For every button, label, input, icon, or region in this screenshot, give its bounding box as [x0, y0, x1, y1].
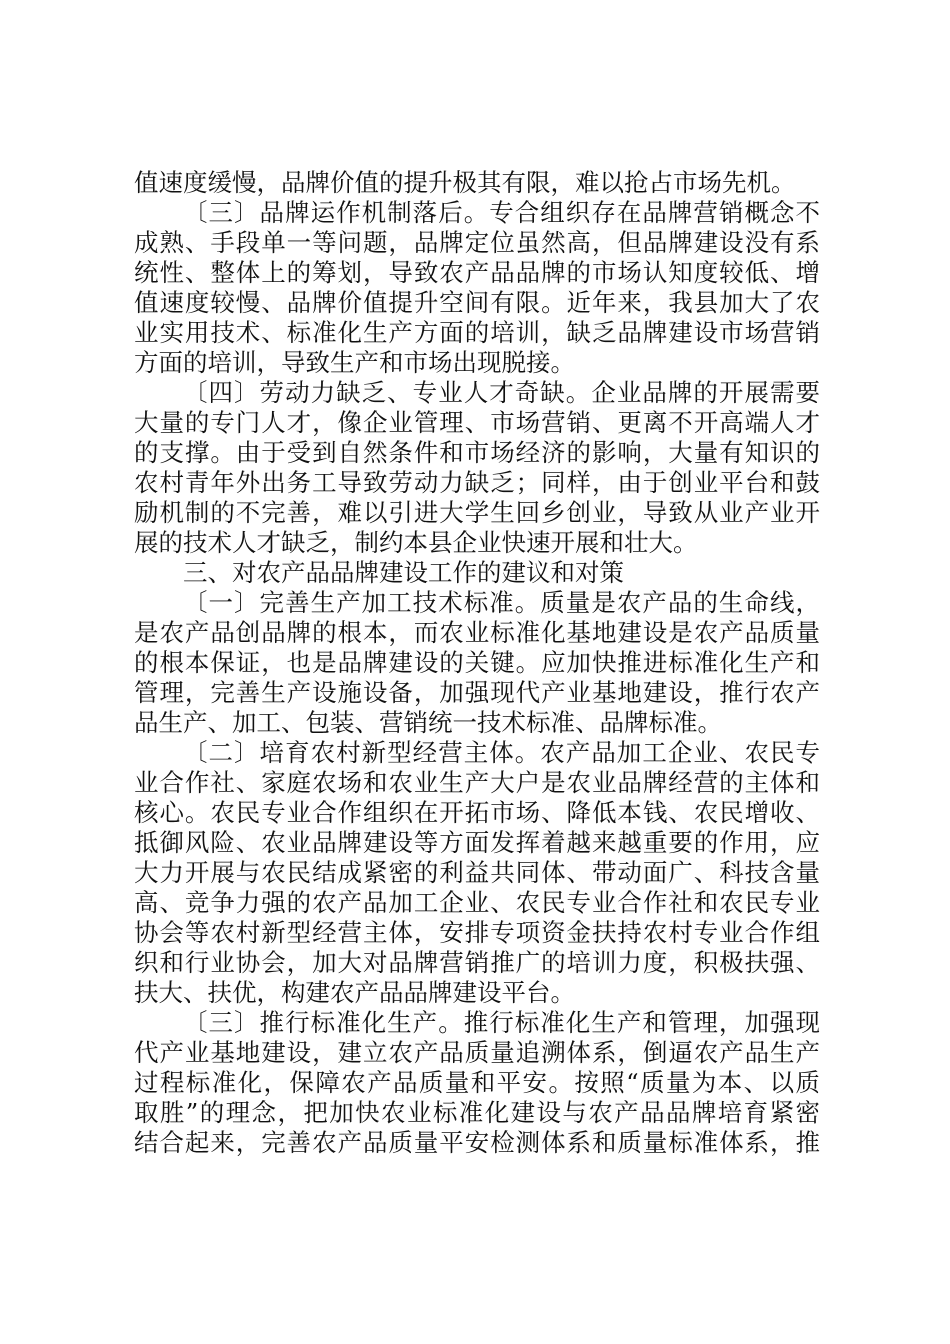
text-line: 核心。农民专业合作组织在开拓市场、降低本钱、农民增收、	[134, 798, 820, 827]
text-line: 农村青年外出务工导致劳动力缺乏；同样，由于创业平台和鼓	[134, 468, 820, 497]
text-line: 的支撑。由于受到自然条件和市场经济的影响，大量有知识的	[134, 438, 820, 467]
text-line: 方面的培训，导致生产和市场出现脱接。	[134, 348, 575, 377]
text-line: 〔二〕培育农村新型经营主体。农产品加工企业、农民专	[183, 738, 820, 767]
text-line: 〔四〕劳动力缺乏、专业人才奇缺。企业品牌的开展需要	[183, 378, 820, 407]
text-line: 代产业基地建设，建立农产品质量追溯体系，倒逼农产品生产	[134, 1038, 820, 1067]
paragraph	[134, 588, 820, 738]
text-line: 展的技术人才缺乏，制约本县企业快速开展和壮大。	[134, 528, 698, 557]
paragraph	[134, 1008, 820, 1158]
text-line: 成熟、手段单一等问题，品牌定位虽然高，但品牌建设没有系	[134, 228, 820, 257]
text-line: 统性、整体上的筹划，导致农产品品牌的市场认知度较低、增	[134, 258, 820, 287]
paragraph	[134, 738, 820, 1008]
text-line: 的根本保证，也是品牌建设的关键。应加快推进标准化生产和	[134, 648, 820, 677]
text-line: 励机制的不完善，难以引进大学生回乡创业，导致从业产业开	[134, 498, 820, 527]
text-line: 织和行业协会，加大对品牌营销推广的培训力度，积极扶强、	[134, 948, 820, 977]
text-line: 抵御风险、农业品牌建设等方面发挥着越来越重要的作用，应	[134, 828, 820, 857]
text-line: 取胜”的理念，把加快农业标准化建设与农产品品牌培育紧密	[134, 1098, 820, 1127]
text-line: 业合作社、家庭农场和农业生产大户是农业品牌经营的主体和	[134, 768, 820, 797]
text-line: 值速度缓慢，品牌价值的提升极其有限，难以抢占市场先机。	[134, 168, 796, 197]
text-line: 〔三〕品牌运作机制落后。专合组织存在品牌营销概念不	[183, 198, 820, 227]
text-line: 是农产品创品牌的根本，而农业标准化基地建设是农产品质量	[134, 618, 820, 647]
text-line: 大力开展与农民结成紧密的利益共同体、带动面广、科技含量	[134, 858, 820, 887]
text-line: 业实用技术、标准化生产方面的培训，缺乏品牌建设市场营销	[134, 318, 820, 347]
text-line: 扶大、扶优，构建农产品品牌建设平台。	[134, 978, 575, 1007]
text-line: 管理，完善生产设施设备，加强现代产业基地建设，推行农产	[134, 678, 820, 707]
text-line: 结合起来，完善农产品质量平安检测体系和质量标准体系，推	[134, 1128, 820, 1157]
paragraph	[134, 198, 820, 378]
text-line: 高、竞争力强的农产品加工企业、农民专业合作社和农民专业	[134, 888, 820, 917]
text-line: 值速度较慢、品牌价值提升空间有限。近年来，我县加大了农	[134, 288, 820, 317]
text-line: 品生产、加工、包装、营销统一技术标准、品牌标准。	[134, 708, 722, 737]
section-heading	[134, 558, 820, 588]
paragraph	[134, 168, 820, 198]
text-line: 过程标准化，保障农产品质量和平安。按照“质量为本、以质	[134, 1068, 820, 1097]
text-line: 三、对农产品品牌建设工作的建议和对策	[183, 558, 624, 587]
document-page	[134, 168, 820, 1158]
text-line: 大量的专门人才，像企业管理、市场营销、更离不开高端人才	[134, 408, 820, 437]
text-line: 〔三〕推行标准化生产。推行标准化生产和管理，加强现	[183, 1008, 820, 1037]
text-line: 协会等农村新型经营主体，安排专项资金扶持农村专业合作组	[134, 918, 820, 947]
text-line: 〔一〕完善生产加工技术标准。质量是农产品的生命线，	[183, 588, 820, 617]
paragraph	[134, 378, 820, 558]
